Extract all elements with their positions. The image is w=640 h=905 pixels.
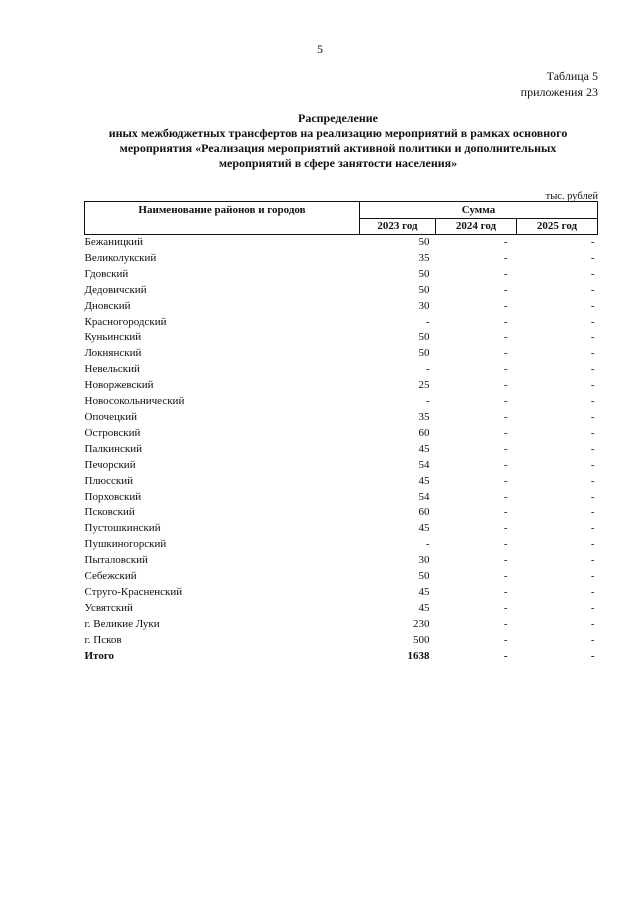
table-row — [85, 569, 598, 585]
table-row — [85, 505, 598, 521]
district-name: Усвятский — [84, 601, 133, 614]
value-2025: - — [590, 506, 595, 519]
title-line-1: Распределение — [297, 111, 379, 125]
value-2023: 30 — [418, 299, 430, 312]
value-2025: - — [590, 601, 595, 614]
value-2025: - — [590, 363, 595, 376]
value-2025: - — [590, 554, 595, 567]
district-name: Куньинский — [84, 331, 142, 344]
value-2023: 45 — [418, 601, 430, 614]
value-2024: - — [503, 315, 508, 328]
table-row — [85, 585, 598, 601]
value-2025: - — [590, 251, 595, 264]
value-2024: - — [503, 617, 508, 630]
table-row — [85, 330, 598, 346]
value-2024: - — [503, 554, 508, 567]
value-2024: - — [503, 458, 508, 471]
value-2023: 35 — [418, 251, 430, 264]
document-title — [78, 111, 598, 171]
value-2023: 1638 — [407, 649, 430, 662]
district-name: Струго-Красненский — [84, 585, 183, 598]
units-label: тыс. рублей — [545, 191, 598, 202]
value-2024: - — [503, 570, 508, 583]
value-2023: - — [425, 363, 430, 376]
value-2025: - — [590, 283, 595, 296]
value-2024: - — [503, 347, 508, 360]
value-2024: - — [503, 538, 508, 551]
table-row — [85, 553, 598, 569]
value-2025: - — [590, 538, 595, 551]
value-2024: - — [503, 633, 508, 646]
district-name: Пушкиногорский — [84, 538, 167, 551]
value-2024: - — [503, 395, 508, 408]
district-name: Плюсский — [84, 474, 134, 487]
district-name: Дновский — [84, 299, 131, 312]
value-2025: - — [590, 410, 595, 423]
table-total-row — [85, 649, 598, 665]
value-2025: - — [590, 633, 595, 646]
district-name: Великолукский — [84, 251, 157, 264]
header-year-2024: 2024 год — [436, 218, 517, 235]
district-name: Пыталовский — [84, 554, 148, 567]
table-number: Таблица 5 — [546, 69, 598, 83]
district-name: Порховский — [84, 490, 142, 503]
table-row — [85, 235, 598, 251]
value-2025: - — [590, 458, 595, 471]
value-2023: 50 — [418, 331, 430, 344]
value-2023: 30 — [418, 554, 430, 567]
value-2023: 50 — [418, 267, 430, 280]
value-2025: - — [590, 585, 595, 598]
table-reference — [521, 68, 598, 100]
table-row — [85, 378, 598, 394]
value-2023: 60 — [418, 426, 430, 439]
table-row — [85, 601, 598, 617]
value-2023: 230 — [413, 617, 430, 630]
district-name: Опочецкий — [84, 410, 137, 423]
district-name: Пустошкинский — [84, 522, 161, 535]
value-2025: - — [590, 347, 595, 360]
value-2025: - — [590, 299, 595, 312]
value-2024: - — [503, 251, 508, 264]
value-2025: - — [590, 649, 595, 662]
value-2024: - — [503, 601, 508, 614]
value-2023: 500 — [413, 633, 430, 646]
header-sum: Сумма — [360, 202, 598, 219]
table-row — [85, 617, 598, 633]
district-name: Дедовичский — [84, 283, 147, 296]
value-2023: 45 — [418, 585, 430, 598]
value-2025: - — [590, 442, 595, 455]
district-name: Итого — [84, 649, 115, 662]
table-row — [85, 315, 598, 331]
district-name: Локнянский — [84, 347, 142, 360]
district-name: Новосокольнический — [84, 395, 185, 408]
value-2024: - — [503, 490, 508, 503]
value-2025: - — [590, 617, 595, 630]
table-row — [85, 346, 598, 362]
value-2023: 35 — [418, 410, 430, 423]
title-line-3: мероприятия «Реализация мероприятий активной политики и дополнительных — [119, 141, 557, 155]
table-row — [85, 537, 598, 553]
district-name: Бежаницкий — [84, 236, 143, 248]
district-name: Псковский — [84, 506, 135, 519]
value-2023: - — [425, 315, 430, 328]
allocation-table — [84, 201, 598, 664]
value-2024: - — [503, 442, 508, 455]
value-2025: - — [590, 236, 595, 248]
header-year-2025: 2025 год — [517, 218, 598, 235]
value-2023: 50 — [418, 236, 430, 248]
value-2024: - — [503, 506, 508, 519]
table-body — [85, 235, 598, 665]
value-2025: - — [590, 426, 595, 439]
value-2024: - — [503, 363, 508, 376]
value-2023: 45 — [418, 474, 430, 487]
value-2023: 25 — [418, 379, 430, 392]
value-2023: 50 — [418, 347, 430, 360]
value-2024: - — [503, 283, 508, 296]
district-name: Невельский — [84, 363, 140, 376]
table-row — [85, 633, 598, 649]
table-row — [85, 521, 598, 537]
value-2024: - — [503, 299, 508, 312]
table-row — [85, 458, 598, 474]
title-line-4: мероприятий в сфере занятости населения» — [218, 156, 458, 170]
value-2023: 54 — [418, 458, 430, 471]
table-row — [85, 362, 598, 378]
appendix-reference: приложения 23 — [520, 85, 598, 99]
value-2024: - — [503, 585, 508, 598]
value-2025: - — [590, 474, 595, 487]
value-2024: - — [503, 331, 508, 344]
value-2023: 45 — [418, 442, 430, 455]
value-2024: - — [503, 474, 508, 487]
value-2024: - — [503, 522, 508, 535]
value-2025: - — [590, 315, 595, 328]
value-2023: 60 — [418, 506, 430, 519]
value-2025: - — [590, 331, 595, 344]
district-name: Гдовский — [84, 267, 129, 280]
header-year-2023: 2023 год — [360, 218, 436, 235]
value-2023: - — [425, 395, 430, 408]
value-2023: 50 — [418, 283, 430, 296]
value-2025: - — [590, 570, 595, 583]
district-name: Красногородский — [84, 315, 167, 328]
table-row — [85, 283, 598, 299]
district-name: Печорский — [84, 458, 136, 471]
value-2024: - — [503, 649, 508, 662]
table-row — [85, 394, 598, 410]
district-name: Себежский — [84, 570, 137, 583]
value-2024: - — [503, 267, 508, 280]
value-2023: 50 — [418, 570, 430, 583]
value-2023: - — [425, 538, 430, 551]
district-name: Новоржевский — [84, 379, 154, 392]
value-2024: - — [503, 236, 508, 248]
district-name: Палкинский — [84, 442, 143, 455]
table-row — [85, 442, 598, 458]
value-2025: - — [590, 379, 595, 392]
table-row — [85, 251, 598, 267]
header-district-name: Наименование районов и городов — [85, 202, 360, 235]
value-2025: - — [590, 490, 595, 503]
district-name: г. Псков — [84, 633, 122, 646]
value-2023: 45 — [418, 522, 430, 535]
title-line-2: иных межбюджетных трансфертов на реализацию мероприятий в рамках основного — [108, 126, 568, 140]
value-2025: - — [590, 267, 595, 280]
table-row — [85, 490, 598, 506]
value-2024: - — [503, 379, 508, 392]
value-2025: - — [590, 395, 595, 408]
value-2023: 54 — [418, 490, 430, 503]
page-number: 5 — [317, 42, 323, 56]
value-2024: - — [503, 426, 508, 439]
table-row — [85, 267, 598, 283]
table-row — [85, 426, 598, 442]
table-row — [85, 410, 598, 426]
district-name: Островский — [84, 426, 141, 439]
value-2024: - — [503, 410, 508, 423]
district-name: г. Великие Луки — [84, 617, 160, 630]
value-2025: - — [590, 522, 595, 535]
table-row — [85, 299, 598, 315]
table-row — [85, 474, 598, 490]
